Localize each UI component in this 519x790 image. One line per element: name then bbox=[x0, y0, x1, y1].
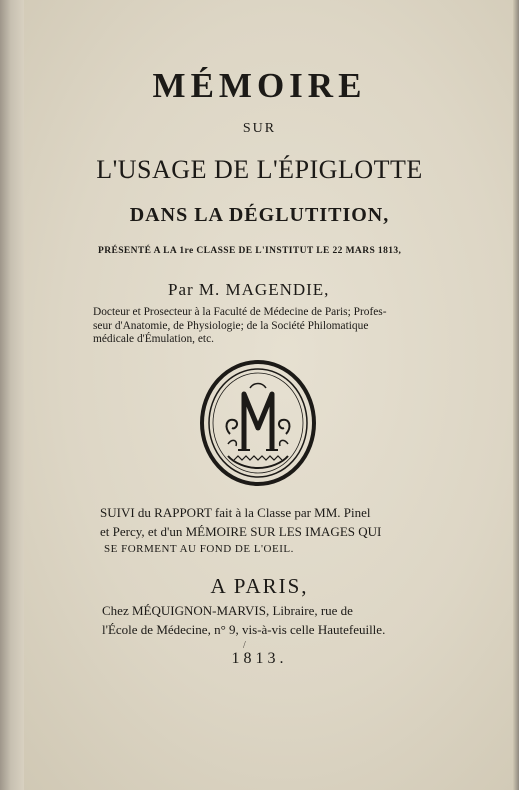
monogram-seal-icon bbox=[198, 358, 318, 488]
credentials-line-2: seur d'Anatomie, de Physiologie; de la Société Philomatique bbox=[93, 320, 369, 332]
suivi-line-3: SE FORMENT AU FOND DE L'OEIL. bbox=[104, 543, 294, 555]
page-edge bbox=[513, 0, 519, 790]
author-line: Par M. MAGENDIE, bbox=[168, 280, 330, 299]
publisher-line-1: Chez MÉQUIGNON-MARVIS, Libraire, rue de bbox=[102, 603, 353, 618]
title-subject: L'USAGE DE L'ÉPIGLOTTE bbox=[96, 155, 423, 184]
imprint-city: A PARIS, bbox=[210, 574, 309, 598]
pencil-mark: / bbox=[243, 640, 246, 651]
suivi-line-2: et Percy, et d'un MÉMOIRE SUR LES IMAGES QUI bbox=[100, 524, 382, 539]
presentation-line: PRÉSENTÉ A LA 1re CLASSE DE L'INSTITUT LE 22 MARS 1813, bbox=[98, 246, 402, 256]
publisher-line-2: l'École de Médecine, n° 9, vis-à-vis celle Hautefeuille. bbox=[102, 622, 386, 637]
credentials-line-3: médicale d'Émulation, etc. bbox=[93, 333, 214, 345]
credentials-line-1: Docteur et Prosecteur à la Faculté de Médecine de Paris; Profes- bbox=[93, 306, 387, 318]
book-spine bbox=[0, 0, 24, 790]
suivi-line-1: SUIVI du RAPPORT fait à la Classe par MM. Pinel bbox=[100, 505, 371, 520]
main-title: MÉMOIRE bbox=[152, 66, 367, 105]
title-subject-2: DANS LA DÉGLUTITION, bbox=[129, 204, 390, 226]
imprint-year: 1813. bbox=[231, 650, 288, 667]
title-sur: SUR bbox=[242, 121, 277, 136]
